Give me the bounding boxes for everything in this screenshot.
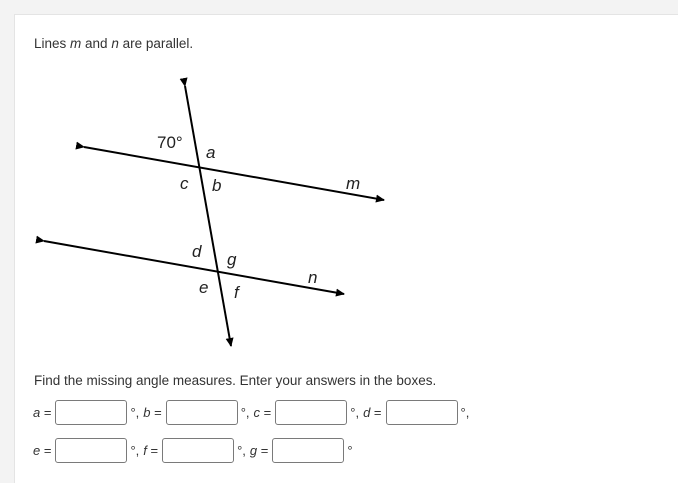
- parallel-lines-diagram: [15, 15, 678, 355]
- degree-sep: °,: [240, 405, 250, 420]
- answer-d-label: d =: [363, 405, 382, 420]
- problem-statement: Lines m and n are parallel.: [34, 36, 194, 51]
- answer-c-label: c =: [253, 405, 272, 420]
- line-m-ref: m: [70, 36, 82, 51]
- answer-c-input[interactable]: [275, 400, 347, 425]
- angle-a-label: a: [206, 143, 216, 162]
- line-n-ref: n: [111, 36, 119, 51]
- line-m: [84, 147, 384, 200]
- degree-sep: °,: [237, 443, 246, 458]
- answer-row-1: [33, 400, 473, 425]
- answer-g-input[interactable]: [272, 438, 344, 463]
- degree-sep: °,: [350, 405, 360, 420]
- angle-f-label: f: [234, 283, 239, 302]
- answer-b-input[interactable]: [166, 400, 238, 425]
- instructions: Find the missing angle measures. Enter your answers in the boxes.: [34, 373, 437, 388]
- line-n-label: n: [308, 268, 318, 287]
- angle-b-label: b: [212, 176, 222, 195]
- answer-b-label: b =: [143, 405, 162, 420]
- angle-g-label: g: [227, 250, 237, 269]
- answer-a-label: a =: [33, 405, 52, 420]
- answer-g-label: g =: [249, 443, 269, 458]
- answer-e-input[interactable]: [55, 438, 127, 463]
- line-m-label: m: [346, 174, 361, 193]
- answer-d-input[interactable]: [386, 400, 458, 425]
- answer-a-input[interactable]: [55, 400, 127, 425]
- question-card: [14, 14, 678, 483]
- given-angle-label: 70°: [157, 133, 183, 152]
- angle-e-label: e: [199, 278, 209, 297]
- degree-sep: °: [347, 443, 353, 458]
- answer-row-2: [33, 438, 357, 463]
- degree-sep: °,: [130, 443, 140, 458]
- transversal-line: [185, 86, 231, 346]
- angle-d-label: d: [192, 242, 202, 261]
- degree-sep: °,: [460, 405, 470, 420]
- answer-e-label: e =: [33, 443, 52, 458]
- angle-c-label: c: [180, 174, 189, 193]
- answer-f-label: f =: [143, 443, 159, 458]
- answer-f-input[interactable]: [162, 438, 234, 463]
- degree-sep: °,: [130, 405, 140, 420]
